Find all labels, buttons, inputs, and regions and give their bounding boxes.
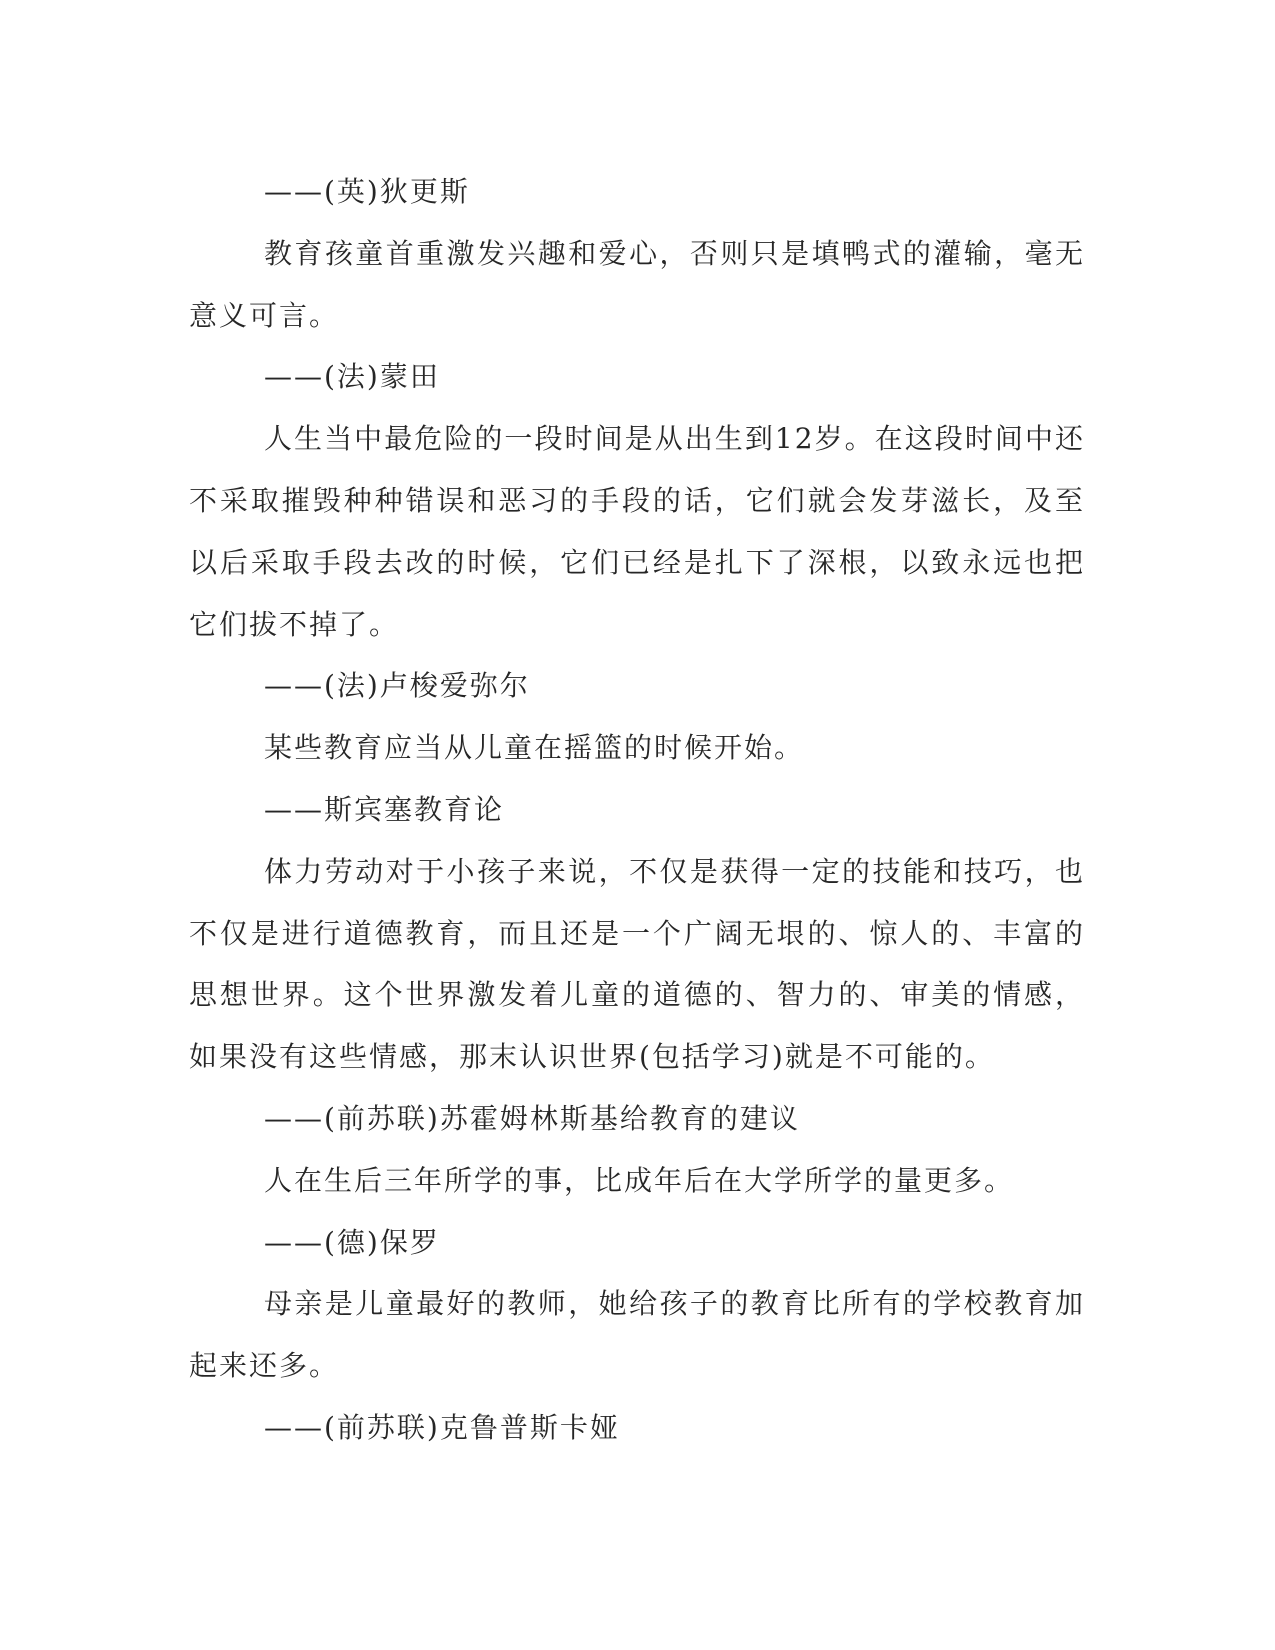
quotes-body [189, 161, 1085, 1459]
quote-paragraph: 人在生后三年所学的事，比成年后在大学所学的量更多。 [264, 1163, 1015, 1197]
attribution-line: ——斯宾塞教育论 [264, 792, 505, 826]
quote-paragraph: 人生当中最危险的一段时间是从出生到12岁。在这段时间中还不采取摧毁种种错误和恶习的手段的话，它们就会发芽滋长，及至以后采取手段去改的时候，它们已经是扎下了深根，以致永远也把它们拔不掉了。 [189, 422, 1085, 641]
quote-paragraph: 教育孩童首重激发兴趣和爱心，否则只是填鸭式的灌输，毫无意义可言。 [189, 236, 1085, 332]
quote-paragraph: 母亲是儿童最好的教师，她给孩子的教育比所有的学校教育加起来还多。 [189, 1287, 1085, 1383]
attribution-line: ——(法)卢梭爱弥尔 [264, 669, 530, 703]
attribution-line: ——(德)保罗 [264, 1225, 440, 1259]
attribution-line: ——(前苏联)苏霍姆林斯基给教育的建议 [264, 1101, 800, 1135]
quote-paragraph: 体力劳动对于小孩子来说，不仅是获得一定的技能和技巧，也不仅是进行道德教育，而且还是一个广阔无垠的、惊人的、丰富的思想世界。这个世界激发着儿童的道德的、智力的、审美的情感，如果没有这些情感，那末认识世界(包括学习)就是不可能的。 [189, 854, 1085, 1074]
attribution-line: ——(法)蒙田 [264, 360, 440, 394]
attribution-line: ——(英)狄更斯 [264, 175, 470, 208]
quote-paragraph: 某些教育应当从儿童在摇篮的时候开始。 [264, 731, 805, 765]
attribution-line: ——(前苏联)克鲁普斯卡娅 [264, 1410, 620, 1444]
